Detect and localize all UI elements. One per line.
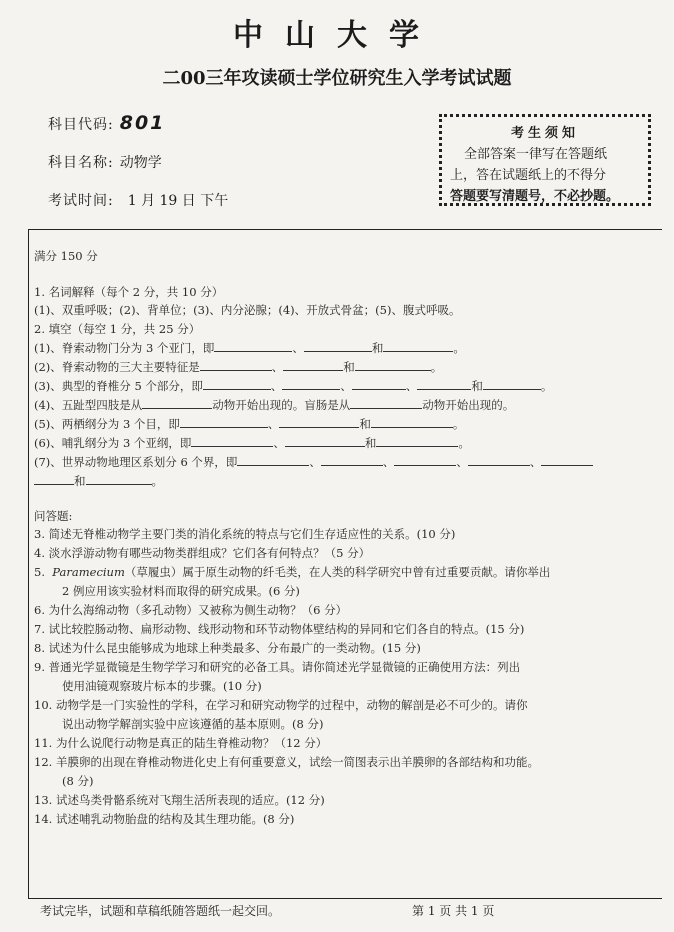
subject-code-row	[48, 112, 165, 134]
notice-title: 考生须知	[510, 126, 579, 141]
subject-code-value: 801	[119, 112, 166, 134]
fill-blank-2: (2)、脊索动物的三大主要特征是 、 和 。	[34, 360, 443, 374]
question-12: 12. 羊膜卵的出现在脊椎动物进化史上有何重要意义，试绘一简图表示出羊膜卵的各部结构和功能。	[34, 755, 539, 769]
full-score: 满分 150 分	[34, 249, 98, 263]
question-3: 3. 简述无脊椎动物学主要门类的消化系统的特点与它们生存适应性的关系。(10 分)	[34, 527, 456, 541]
subject-name-label: 科目名称:	[48, 155, 114, 171]
question-1-heading: 1. 名词解释（每个 2 分，共 10 分）	[34, 285, 224, 299]
subject-name-value: 动物学	[119, 155, 162, 171]
notice-line: 上，答在试题纸上的不得分	[450, 168, 607, 183]
question-13: 13. 试述鸟类骨骼系统对飞翔生活所表现的适应。(12 分)	[34, 793, 325, 807]
fill-blank-7: (7)、世界动物地理区系划分 6 个界，即 、 、 、 、	[34, 454, 662, 470]
notice-line: 答题要写清题号，不必抄题。	[450, 189, 620, 204]
fill-blank-1: (1)、脊索动物门分为 3 个亚门，即 、 和 。	[34, 341, 465, 355]
notice-line: 全部答案一律写在答题纸	[464, 147, 608, 162]
question-10: 10. 动物学是一门实验性的学科，在学习和研究动物学的过程中，动物的解剖是必不可少的。请你	[34, 698, 528, 712]
subject-name-row	[48, 152, 162, 172]
candidate-notice-box	[439, 114, 651, 206]
exam-time-value: 1 月 19 日 下午	[127, 193, 229, 209]
question-6: 6. 为什么海绵动物（多孔动物）又被称为侧生动物？（6 分）	[34, 603, 348, 617]
question-11: 11. 为什么说爬行动物是真正的陆生脊椎动物？（12 分）	[34, 736, 328, 750]
question-9-cont: 使用油镜观察玻片标本的步骤。(10 分)	[62, 679, 262, 693]
question-2-heading: 2. 填空（每空 1 分，共 25 分）	[34, 322, 201, 336]
page-number: 第 1 页 共 1 页	[412, 904, 495, 918]
question-12-cont: (8 分)	[62, 774, 94, 788]
exam-time-label: 考试时间:	[48, 193, 114, 209]
question-1-items: (1)、双重呼吸；(2)、背单位；(3)、内分泌腺；(4)、开放式骨盆；(5)、腹式呼吸。	[34, 303, 461, 317]
university-name: 中山大学	[233, 18, 441, 53]
qa-heading: 问答题:	[34, 509, 73, 523]
question-7: 7. 试比较腔肠动物、扁形动物、线形动物和环节动物体壁结构的异同和它们各自的特点。(15 分)	[34, 622, 525, 636]
question-5: 5. Paramecium（草履虫）属于原生动物的纤毛类，在人类的科学研究中曾有过重要贡献。请你举出	[34, 565, 551, 579]
exam-time-row	[48, 190, 228, 210]
fill-blank-6: (6)、哺乳纲分为 3 个亚纲，即 、 和 。	[34, 436, 470, 450]
question-8: 8. 试述为什么昆虫能够成为地球上种类最多、分布最广的一类动物。(15 分)	[34, 641, 421, 655]
question-5-cont: 2 例应用该实验材料而取得的研究成果。(6 分)	[62, 584, 300, 598]
fill-blank-4: (4)、五趾型四肢是从 动物开始出现的。盲肠是从 动物开始出现的。	[34, 398, 515, 412]
question-10-cont: 说出动物学解剖实验中应该遵循的基本原则。(8 分)	[62, 717, 324, 731]
question-4: 4. 淡水浮游动物有哪些动物类群组成？它们各有何特点？（5 分）	[34, 546, 371, 560]
subject-code-label: 科目代码:	[48, 117, 114, 133]
question-9: 9. 普通光学显微镜是生物学学习和研究的必备工具。请你简述光学显微镜的正确使用方法：列出	[34, 660, 521, 674]
fill-blank-7-cont: 和 。	[34, 473, 662, 489]
fill-blank-3: (3)、典型的脊椎分 5 个部分，即 、 、 、 和 。	[34, 379, 553, 393]
question-14: 14. 试述哺乳动物胎盘的结构及其生理功能。(8 分)	[34, 812, 295, 826]
footer-instruction: 考试完毕，试题和草稿纸随答题纸一起交回。	[40, 904, 281, 918]
fill-blank-5: (5)、两栖纲分为 3 个目，即 、 和 。	[34, 417, 465, 431]
exam-title: 二00三年攻读硕士学位研究生入学考试试题	[162, 68, 512, 89]
